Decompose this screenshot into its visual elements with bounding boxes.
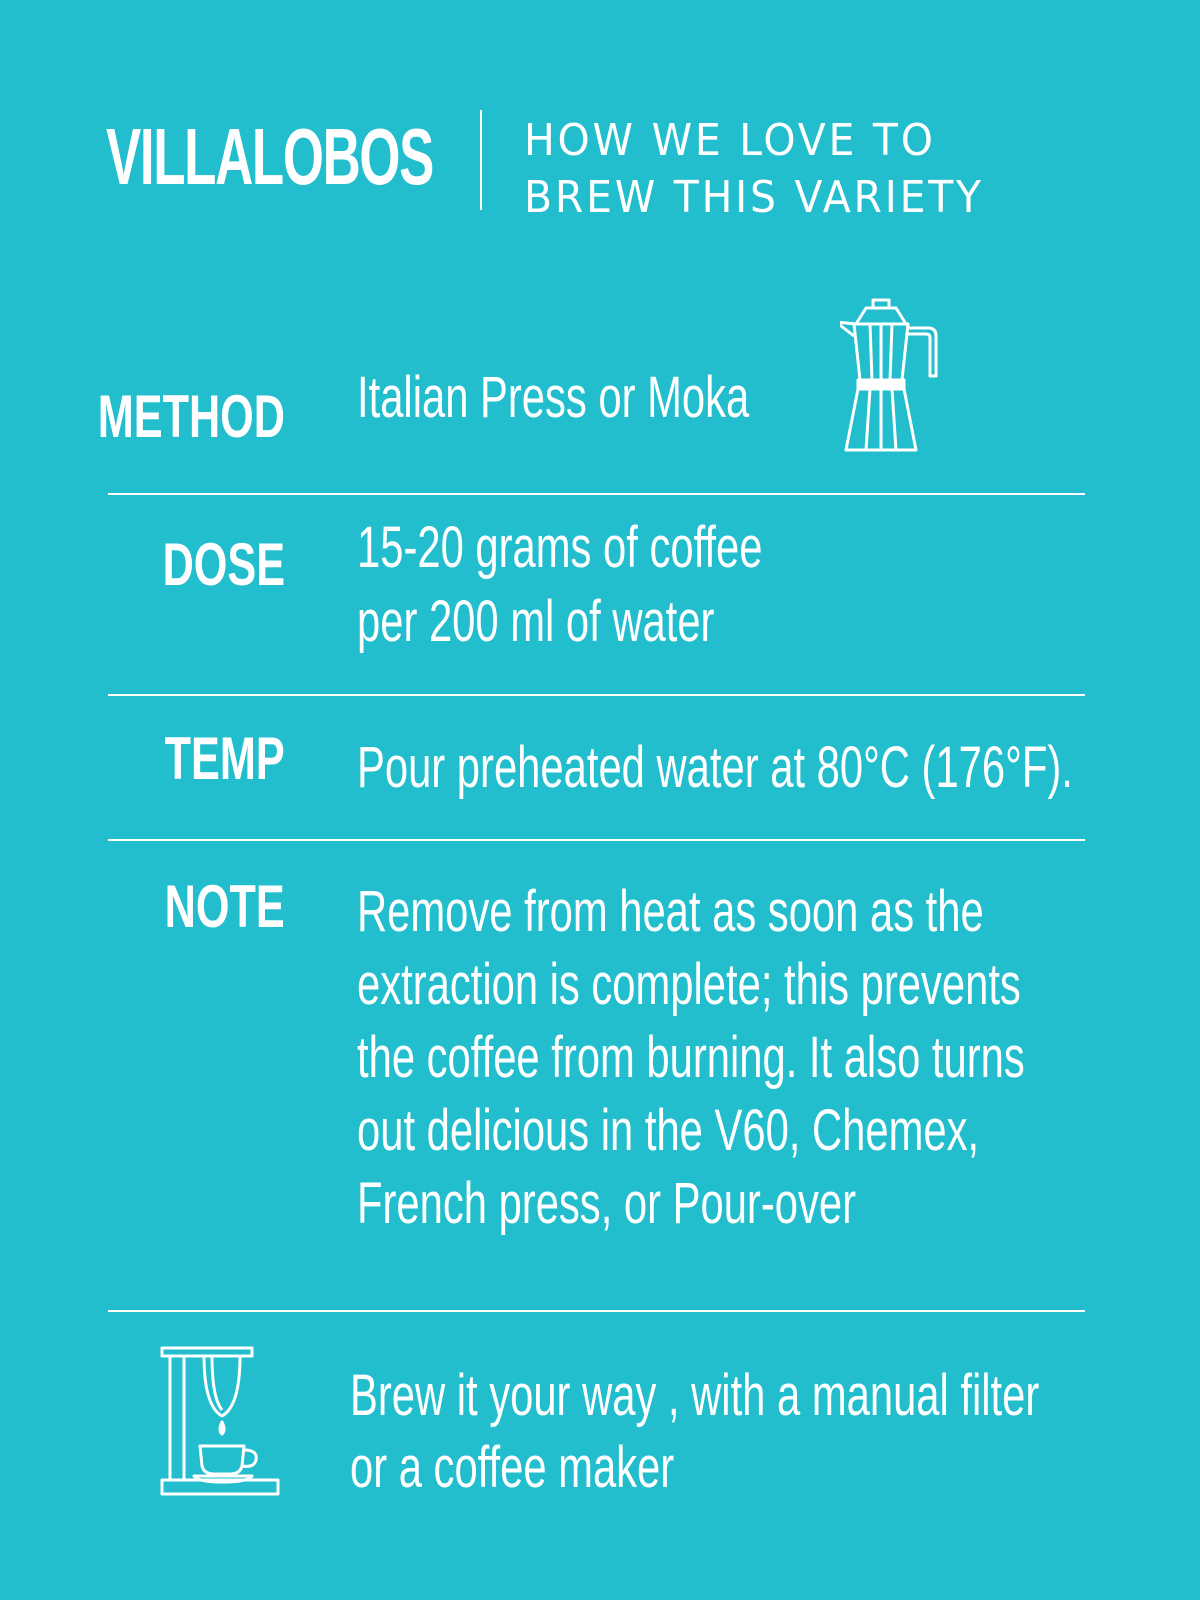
footer-line-2: or a coffee maker bbox=[350, 1435, 675, 1500]
note-value-line-1: Remove from heat as soon as the bbox=[357, 879, 984, 944]
brand-title: VILLALOBOS bbox=[106, 112, 434, 201]
divider-2 bbox=[108, 694, 1085, 696]
note-value-line-2: extraction is complete; this prevents bbox=[357, 952, 1021, 1017]
divider-4 bbox=[108, 1310, 1085, 1312]
note-value-line-3: the coffee from burning. It also turns bbox=[357, 1025, 1025, 1090]
note-value-line-5: French press, or Pour-over bbox=[357, 1171, 856, 1236]
dose-value-line-1: 15-20 grams of coffee bbox=[357, 515, 763, 580]
method-value: Italian Press or Moka bbox=[357, 365, 750, 430]
dose-label: DOSE bbox=[162, 531, 285, 598]
header-divider bbox=[480, 110, 482, 210]
note-value-line-4: out delicious in the V60, Chemex, bbox=[357, 1098, 980, 1163]
divider-1 bbox=[108, 493, 1085, 495]
note-label: NOTE bbox=[164, 873, 285, 940]
divider-3 bbox=[108, 839, 1085, 841]
drip-coffee-maker-icon bbox=[160, 1346, 282, 1498]
tagline bbox=[524, 112, 1018, 226]
footer-text bbox=[350, 1360, 1039, 1504]
temp-label: TEMP bbox=[164, 725, 285, 792]
header bbox=[0, 0, 1200, 260]
method-label: METHOD bbox=[97, 383, 285, 450]
moka-pot-icon bbox=[840, 298, 960, 460]
dose-value-line-2: per 200 ml of water bbox=[357, 589, 715, 654]
temp-value: Pour preheated water at 80°C (176°F). bbox=[357, 735, 1073, 800]
tagline-line-1: HOW WE LOVE TO bbox=[524, 115, 936, 166]
tagline-line-2: BREW THIS VARIETY bbox=[524, 172, 984, 223]
footer-line-1: Brew it your way , with a manual filter bbox=[350, 1363, 1040, 1428]
